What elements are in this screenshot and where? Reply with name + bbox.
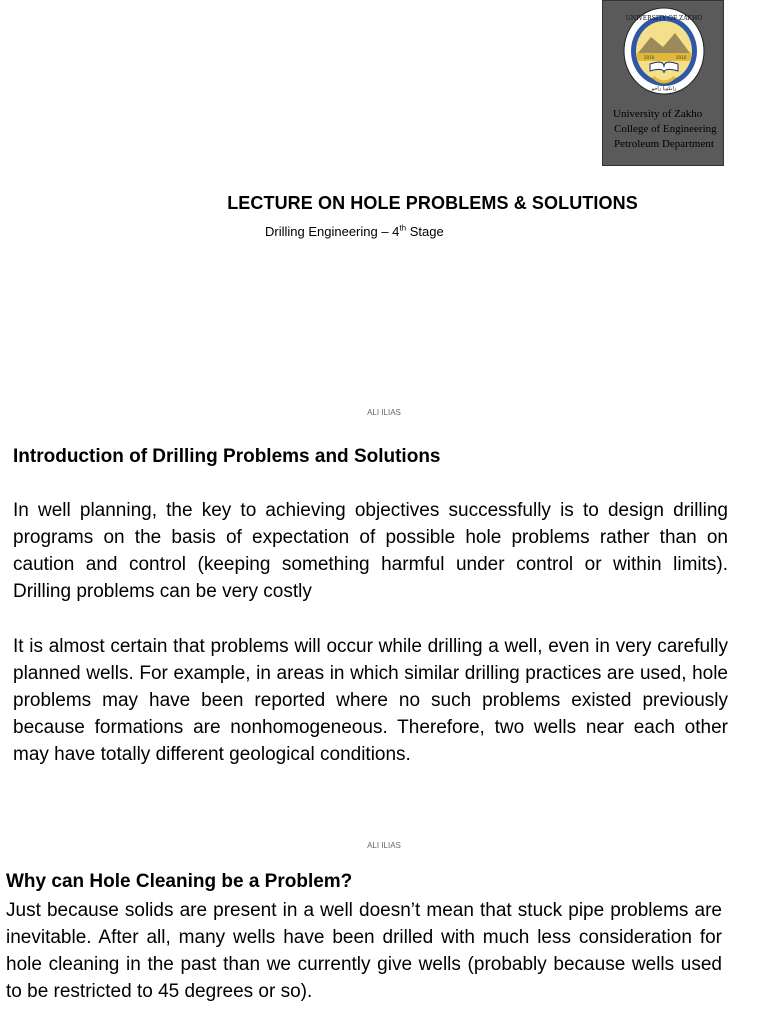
subtitle-text: Drilling Engineering – 4 <box>265 224 400 239</box>
university-seal-icon <box>623 7 705 95</box>
slide1-footer: ALI ILIAS <box>367 408 401 417</box>
seal-left-year: 2010 <box>644 55 655 60</box>
slide2-footer: ALI ILIAS <box>367 841 401 850</box>
lecture-subtitle <box>265 224 444 239</box>
lecture-title: LECTURE ON HOLE PROBLEMS & SOLUTIONS <box>227 193 638 213</box>
subtitle-stage: Stage <box>406 224 444 239</box>
intro-paragraph-2: It is almost certain that problems will occur while drilling a well, even in very carefully planned wells. For example, in areas in which similar drilling practices are used, hole problems may have been reported where no such problems existed previously because formations are nonhomogeneous. Therefore, two wells near each other may have totally different geological conditions. <box>13 636 728 765</box>
hole-cleaning-heading: Why can Hole Cleaning be a Problem? <box>6 871 353 892</box>
hole-cleaning-paragraph: Just because solids are present in a well doesn’t mean that stuck pipe problems are inevitable. After all, many wells have been drilled with much less consideration for hole cleaning in the past than we currently give wells (probably because wells used to be restricted to 45 degrees or so). <box>6 900 722 1002</box>
seal-right-year: 2010 <box>676 55 687 60</box>
logo-caption-university: University of Zakho <box>613 108 703 120</box>
intro-heading: Introduction of Drilling Problems and Solutions <box>13 446 441 467</box>
subtitle-superscript: th <box>399 223 407 233</box>
logo-caption <box>603 107 725 152</box>
seal-top-text: UNIVERSITY OF ZAKHO <box>625 15 703 22</box>
university-logo-box <box>602 0 724 166</box>
logo-caption-college: College of Engineering <box>614 123 717 135</box>
seal-bottom-text: زانكويا زاخو <box>651 86 677 92</box>
intro-paragraph-1: In well planning, the key to achieving objectives successfully is to design drilling programs on the basis of expectation of possible hole problems rather than on caution and control (keeping something harmful under control or within limits). Drilling problems can be very costly <box>13 500 728 602</box>
logo-caption-department: Petroleum Department <box>614 138 714 150</box>
